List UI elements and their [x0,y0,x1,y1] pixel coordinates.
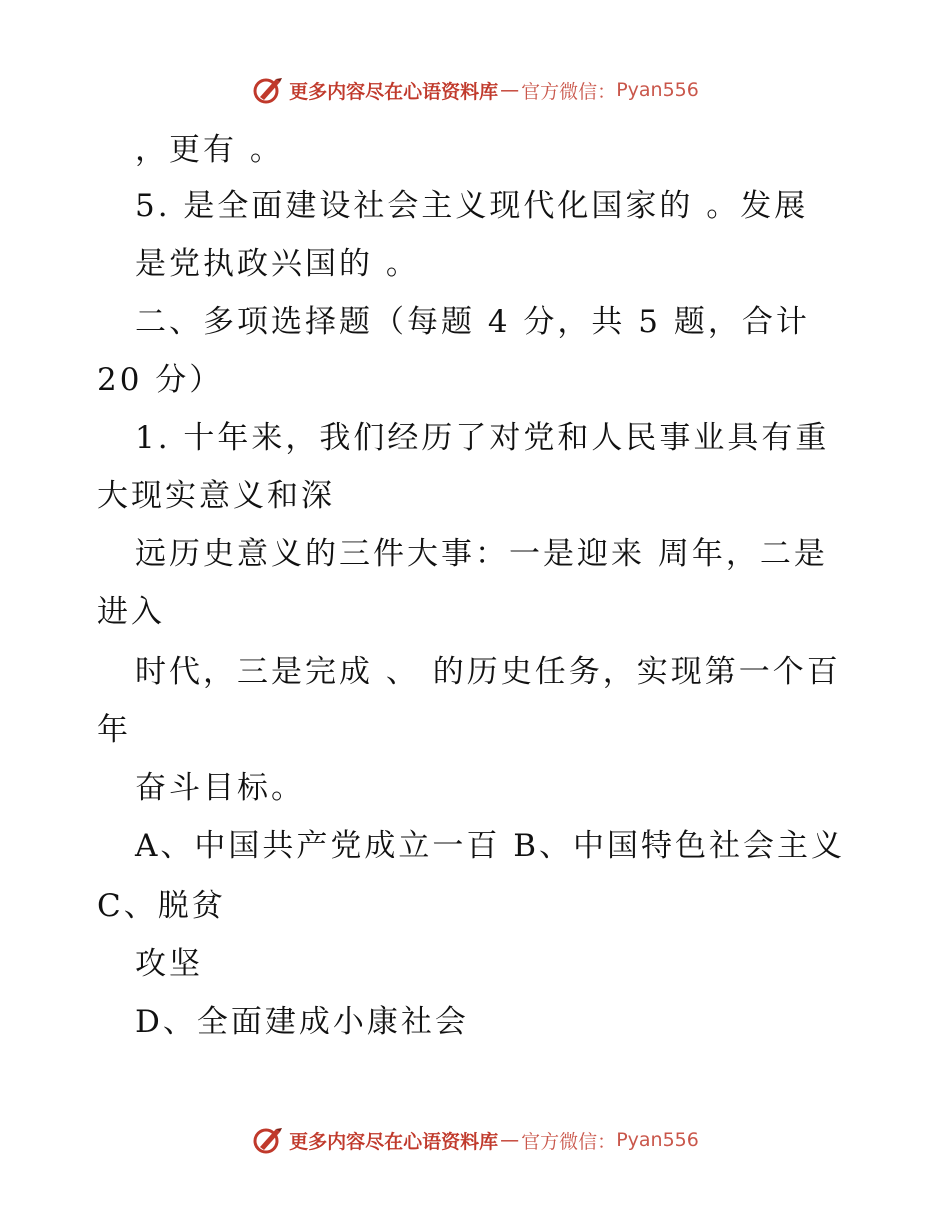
option-c-line: C、脱贫 [97,888,226,924]
text-line-5: 20 分） [97,362,224,398]
question-1-line-1: 1. 十年来，我们经历了对党和人民事业具有重 [135,420,830,456]
banner-wechat-id: Pyan556 [616,79,699,101]
question-1-line-5: 时代，三是完成 、 的历史任务，实现第一个百 [135,654,841,690]
text-line-3: 是党执政兴国的 。 [135,246,420,282]
question-1-line-4: 进入 [97,594,165,630]
option-d-line: D、全面建成小康社会 [135,1004,469,1040]
banner-lead-text: 更多内容尽在心语资料库 [289,80,499,103]
text-line-1: ，更有 。 [135,132,284,168]
footer-watermark-banner [0,1120,950,1160]
banner-wechat-label: 官方微信： [521,80,617,103]
option-a-b-line: A、中国共产党成立一百 B、中国特色社会主义 [135,828,846,864]
banner-wechat-id: Pyan556 [616,1129,699,1151]
question-1-line-3: 远历史意义的三件大事：一是迎来 周年，二是 [135,536,828,572]
question-1-line-6: 年 [97,712,131,748]
banner-dash: — [500,79,520,101]
banner-lead-text: 更多内容尽在心语资料库 [289,1130,499,1153]
question-1-line-2: 大现实意义和深 [97,478,335,514]
pen-logo-icon [251,73,285,107]
text-line-2: 5. 是全面建设社会主义现代化国家的 。发展 [135,188,809,224]
banner-dash: — [500,1129,520,1151]
question-1-line-7: 奋斗目标。 [135,770,305,806]
option-c-continued-line: 攻坚 [135,946,203,982]
header-watermark-banner [0,70,950,110]
section-heading: 二、多项选择题（每题 4 分，共 5 题，合计 [135,304,810,340]
pen-logo-icon [251,1123,285,1157]
banner-wechat-label: 官方微信： [521,1130,617,1153]
